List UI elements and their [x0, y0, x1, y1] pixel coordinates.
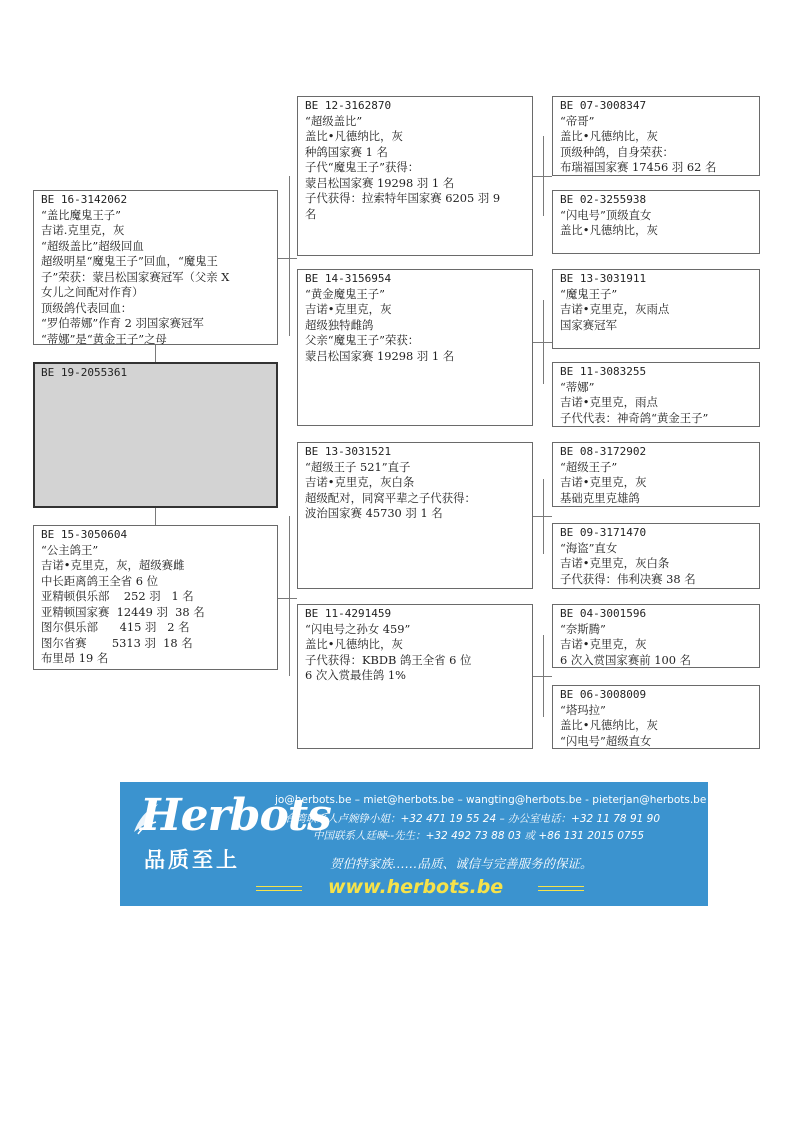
banner-tagline: 贺伯特家族……品质、诚信与完善服务的保证。	[330, 856, 593, 871]
detail-line: “盖比魔鬼王子”	[41, 207, 121, 222]
detail-line: “闪电号”超级直女	[560, 733, 652, 748]
connector-dd-vertical	[543, 635, 544, 717]
contact-china: 中国联系人廷暕--先生：+32 492 73 88 03 或 +86 131 2015 0755	[313, 830, 645, 842]
detail-line: 顶级种鸽，自身荣获：	[560, 144, 674, 159]
herbots-logo: Herbots	[140, 790, 331, 841]
ring-number: BE 09-3171470	[560, 526, 647, 539]
pedigree-card-ddd	[552, 685, 760, 749]
detail-line: 6 次入赏国家赛前 100 名	[560, 652, 691, 667]
detail-line: 超级配对，同窝平辈之子代获得：	[305, 490, 476, 505]
pedigree-card-subject	[33, 362, 278, 508]
ring-number: BE 07-3008347	[560, 99, 647, 112]
detail-line: 吉诺•克里克，灰	[305, 302, 392, 316]
detail-line: “塔玛拉”	[560, 702, 606, 717]
pedigree-card-dam-dam	[297, 604, 533, 749]
detail-line: 超级明星“魔鬼王子”回血，“魔鬼王	[41, 254, 218, 268]
detail-line: 父亲“魔鬼王子”荣获：	[305, 333, 420, 347]
detail-line: 布里昂 19 名	[41, 651, 109, 665]
detail-line: “帝哥”	[560, 113, 595, 128]
detail-line: 吉诺•克里克，灰	[560, 475, 647, 489]
pedigree-card-sire	[33, 190, 278, 345]
detail-line: “闪电号之孙女 459”	[305, 621, 411, 636]
connector-dam-to-parents	[278, 598, 297, 599]
ring-number: BE 11-4291459	[305, 607, 392, 620]
connector-ss-vertical	[543, 136, 544, 216]
detail-line: “魔鬼王子”	[560, 286, 618, 301]
detail-line: 基础克里克雄鸽	[560, 490, 640, 505]
detail-line: 子”荣获：蒙吕松国家赛冠军（父亲 X	[41, 269, 230, 284]
detail-line: 图尔俱乐部 415 羽 2 名	[41, 620, 190, 634]
detail-line: 盖比•凡德纳比，灰	[560, 129, 658, 143]
contact-taiwan: 台湾联系人卢婉铮小姐：+32 471 19 55 24 – 办公室电话：+32 11 78 91 90	[285, 813, 661, 825]
detail-line: “公主鸽王”	[41, 542, 99, 557]
pedigree-card-ssd	[552, 190, 760, 254]
detail-line: 吉诺•克里克，雨点	[560, 395, 658, 409]
detail-line: “罗伯蒂娜”作育 2 羽国家赛冠军	[41, 316, 204, 330]
ring-number: BE 15-3050604	[41, 528, 128, 541]
connector-sd-vertical	[543, 300, 544, 384]
pedigree-card-dds	[552, 604, 760, 668]
detail-line: 吉诺•克里克，灰	[560, 637, 647, 651]
detail-line: 吉诺•克里克，灰白条	[560, 556, 670, 570]
detail-line: 吉诺•克里克，灰白条	[305, 475, 415, 489]
ring-number: BE 02-3255938	[560, 193, 647, 206]
pedigree-card-sss	[552, 96, 760, 176]
pedigree-card-sdd	[552, 362, 760, 427]
detail-line: 盖比•凡德纳比，灰	[560, 223, 658, 237]
detail-line: “蒂娜”是“黄金王子”之母	[41, 331, 167, 346]
detail-line: 亚精顿国家赛 12449 羽 38 名	[41, 604, 205, 619]
detail-line: 亚精顿俱乐部 252 羽 1 名	[41, 589, 194, 603]
connector-sire-parents-vertical	[289, 176, 290, 336]
detail-line: “闪电号”顶级直女	[560, 207, 652, 222]
detail-line: 中长距离鸽王全省 6 位	[41, 573, 159, 588]
pedigree-card-sire-sire	[297, 96, 533, 256]
detail-line: “蒂娜”	[560, 379, 595, 394]
detail-line: 国家赛冠军	[560, 317, 617, 332]
detail-line: 子代“魔鬼王子”获得：	[305, 160, 420, 174]
ring-number: BE 11-3083255	[560, 365, 647, 378]
detail-line: “超级盖比”	[305, 113, 363, 128]
detail-line: “超级王子 521”直子	[305, 459, 411, 474]
connector-subject-to-dam	[155, 508, 156, 525]
pedigree-card-dsd	[552, 523, 760, 589]
connector-dam-parents-vertical	[289, 516, 290, 676]
decorative-rule-left-2	[256, 890, 302, 891]
pedigree-card-sds	[552, 269, 760, 349]
detail-line: “超级盖比”超级回血	[41, 238, 144, 253]
ring-number: BE 04-3001596	[560, 607, 647, 620]
detail-line: 吉诺•克里克，灰雨点	[560, 302, 670, 316]
pedigree-card-dam	[33, 525, 278, 670]
detail-line: 顶级鸽代表回血：	[41, 300, 133, 315]
ring-number: BE 13-3031911	[560, 272, 647, 285]
connector-ds-vertical	[543, 479, 544, 554]
detail-line: 超级独特雌鸽	[305, 317, 374, 332]
ring-number: BE 16-3142062	[41, 193, 128, 206]
detail-line: 子代代表：神奇鸽“黄金王子”	[560, 410, 709, 425]
detail-line: 波治国家赛 45730 羽 1 名	[305, 506, 443, 520]
ring-number: BE 14-3156954	[305, 272, 392, 285]
detail-line: “海盗”直女	[560, 540, 618, 555]
ring-number: BE 12-3162870	[305, 99, 392, 112]
detail-line: 子代获得：伟利决赛 38 名	[560, 571, 696, 586]
detail-line: 吉诺•克里克，灰，超级赛雌	[41, 558, 185, 572]
ring-number: BE 06-3008009	[560, 688, 647, 701]
connector-sire-to-subject	[155, 345, 156, 362]
connector-sire-to-parents	[278, 258, 297, 259]
detail-line: “超级王子”	[560, 459, 618, 474]
pedigree-card-sire-dam	[297, 269, 533, 426]
herbots-banner	[120, 782, 708, 906]
decorative-rule-right	[538, 886, 584, 887]
detail-line: 子代获得：拉索特年国家赛 6205 羽 9	[305, 191, 501, 205]
ring-number: BE 08-3172902	[560, 445, 647, 458]
detail-line: “黄金魔鬼王子”	[305, 286, 385, 301]
pedigree-card-dam-sire	[297, 442, 533, 589]
detail-line: 名	[305, 206, 317, 221]
detail-line: 盖比•凡德纳比，灰	[305, 129, 403, 143]
ring-number: BE 13-3031521	[305, 445, 392, 458]
detail-line: 蒙吕松国家赛 19298 羽 1 名	[305, 348, 455, 363]
pedigree-card-dss	[552, 442, 760, 507]
detail-line: 盖比•凡德纳比，灰	[560, 718, 658, 732]
detail-line: 女儿之间配对作育）	[41, 285, 144, 299]
detail-line: 种鸽国家赛 1 名	[305, 144, 388, 159]
detail-line: 盖比•凡德纳比，灰	[305, 637, 403, 651]
detail-line: 图尔省赛 5313 羽 18 名	[41, 635, 193, 650]
detail-line: 蒙吕松国家赛 19298 羽 1 名	[305, 175, 455, 190]
decorative-rule-right-2	[538, 890, 584, 891]
contact-emails[interactable]: jo@herbots.be – miet@herbots.be – wangting@herbots.be - pieterjan@herbots.be	[275, 794, 707, 806]
detail-line: “奈斯腾”	[560, 621, 606, 636]
detail-line: 吉诺.克里克，灰	[41, 223, 125, 237]
detail-line: 布瑞福国家赛 17456 羽 62 名	[560, 160, 717, 174]
detail-line: 子代获得：KBDB 鸽王全省 6 位	[305, 652, 472, 667]
banner-motto: 品质至上	[144, 848, 240, 872]
decorative-rule-left	[256, 886, 302, 887]
ring-number: BE 19-2055361	[41, 366, 128, 379]
website-link[interactable]: www.herbots.be	[328, 876, 504, 898]
detail-line: 6 次入赏最佳鸽 1%	[305, 668, 406, 682]
